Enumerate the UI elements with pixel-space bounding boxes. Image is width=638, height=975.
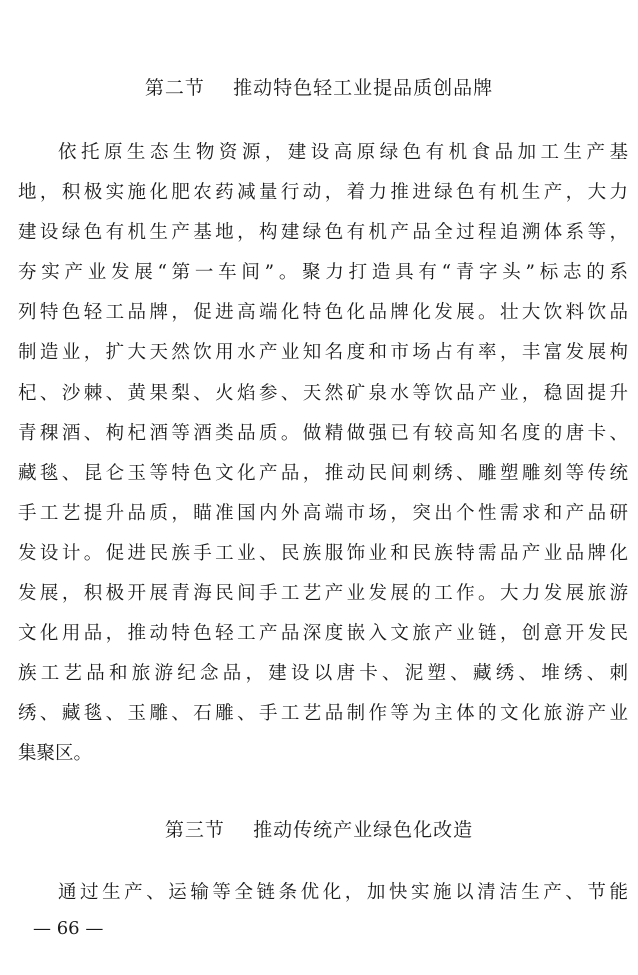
body-line: 青稞酒、枸杞酒等酒类品质。做精做强已有较高知名度的唐卡、	[18, 422, 628, 444]
section-body	[18, 873, 628, 913]
body-line: 集聚区。	[18, 743, 93, 765]
body-line: 文化用品，推动特色轻工产品深度嵌入文旅产业链，创意开发民	[18, 623, 628, 645]
body-line: 制造业，扩大天然饮用水产业知名度和市场占有率，丰富发展枸	[18, 342, 628, 364]
body-line: 发展，积极开展青海民间手工艺产业发展的工作。大力发展旅游	[18, 583, 628, 605]
body-line: 建设绿色有机生产基地，构建绿色有机产品全过程追溯体系等，	[18, 222, 628, 244]
body-line: 地，积极实施化肥农药减量行动，着力推进绿色有机生产，大力	[18, 182, 628, 204]
body-line: 族工艺品和旅游纪念品，建设以唐卡、泥塑、藏绣、堆绣、刺	[18, 663, 628, 685]
body-line: 依托原生态生物资源，建设高原绿色有机食品加工生产基	[58, 142, 628, 163]
body-line: 藏毯、昆仑玉等特色文化产品，推动民间刺绣、雕塑雕刻等传统	[18, 462, 628, 484]
body-line: 夯实产业发展“第一车间”。聚力打造具有“青字头”标志的系	[18, 262, 628, 284]
body-line: 杞、沙棘、黄果梨、火焰参、天然矿泉水等饮品产业，稳固提升	[18, 382, 628, 404]
body-line: 列特色轻工品牌，促进高端化特色化品牌化发展。壮大饮料饮品	[18, 302, 628, 324]
body-line: 通过生产、运输等全链条优化，加快实施以清洁生产、节能	[58, 882, 628, 903]
section-body	[18, 133, 628, 775]
body-line: 发设计。促进民族手工业、民族服饰业和民族特需品产业品牌化	[18, 542, 628, 564]
body-line: 绣、藏毯、玉雕、石雕、手工艺品制作等为主体的文化旅游产业	[18, 703, 628, 725]
section-heading: 第三节 推动传统产业绿色化改造	[164, 819, 474, 841]
body-line: 手工艺提升品质，瞄准国内外高端市场，突出个性需求和产品研	[18, 502, 628, 524]
section-heading: 第二节 推动特色轻工业提品质创品牌	[144, 77, 494, 99]
page-number: — 66 —	[33, 918, 104, 939]
